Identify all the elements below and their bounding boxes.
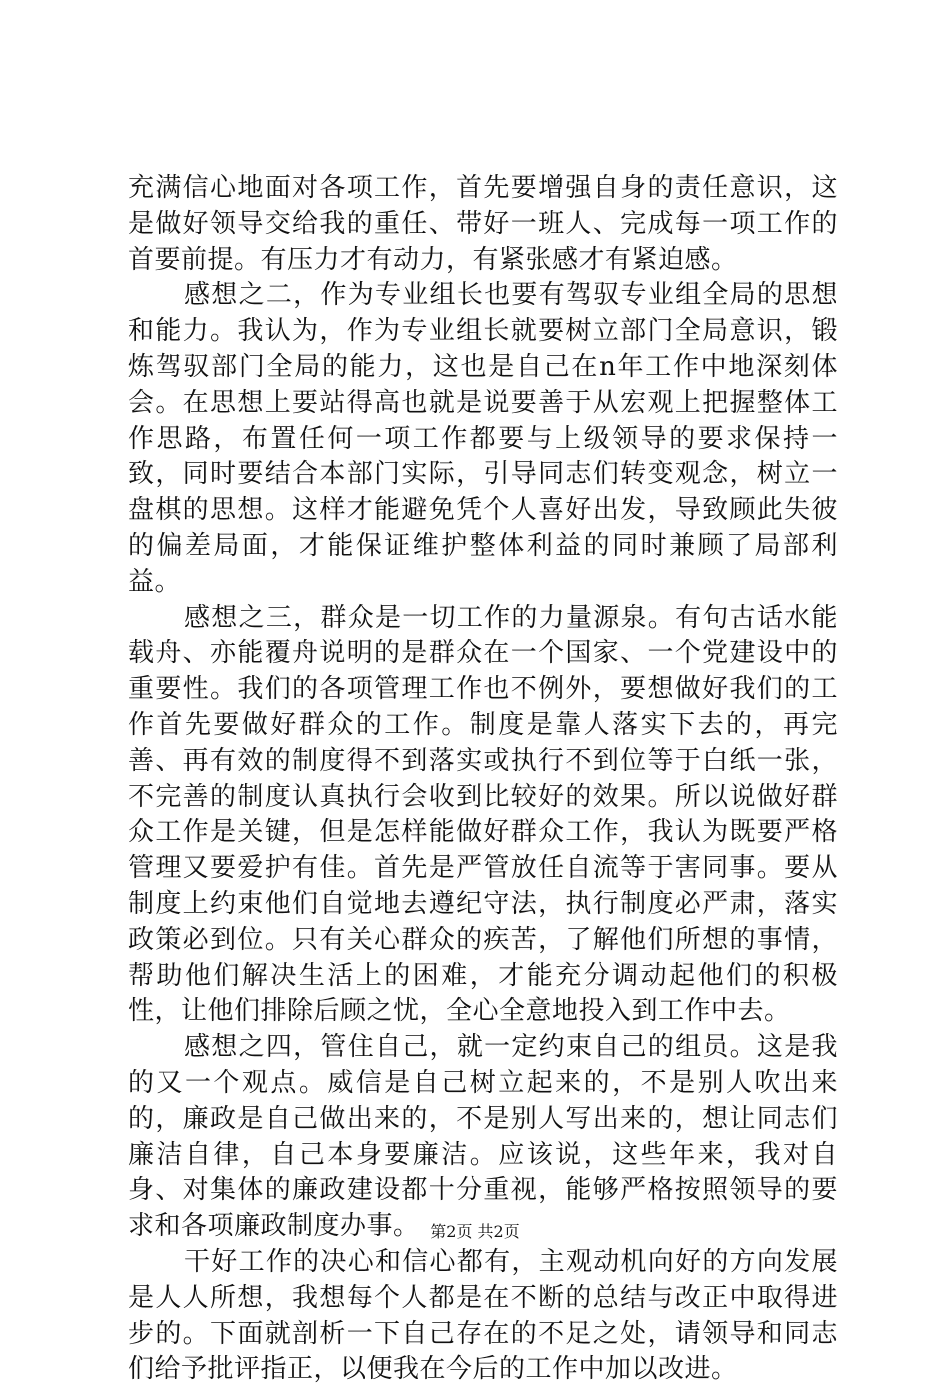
paragraph-continuation: 充满信心地面对各项工作，首先要增强自身的责任意识，这是做好领导交给我的重任、带好一班人、完成每一项工作的首要前提。有压力才有动力，有紧张感才有紧迫感。 [128, 173, 838, 275]
document-body [128, 171, 838, 1388]
paragraph-reflection-three: 感想之三，群众是一切工作的力量源泉。有句古话水能载舟、亦能覆舟说明的是群众在一个国家、一个党建设中的重要性。我们的各项管理工作也不例外，要想做好我们的工作首先要做好群众的工作。制度是靠人落实下去的，再完善、再有效的制度得不到落实或执行不到位等于白纸一张，不完善的制度认真执行会收到比较好的效果。所以说做好群众工作是关键，但是怎样能做好群众工作，我认为既要严格管理又要爱护有佳。首先是严管放任自流等于害同事。要从制度上约束他们自觉地去遵纪守法，执行制度必严肃，落实政策必到位。只有关心群众的疾苦，了解他们所想的事情，帮助他们解决生活上的困难，才能充分调动起他们的积极性，让他们排除后顾之忧，全心全意地投入到工作中去。 [128, 602, 838, 1027]
paragraph-reflection-four: 感想之四，管住自己，就一定约束自己的组员。这是我的又一个观点。威信是自己树立起来的，不是别人吹出来的，廉政是自己做出来的，不是别人写出来的，想让同志们廉洁自律，自己本身要廉洁。应该说，这些年来，我对自身、对集体的廉政建设都十分重视，能够严格按照领导的要求和各项廉政制度办事。 [128, 1032, 838, 1242]
paragraph-reflection-two: 感想之二，作为专业组长也要有驾驭专业组全局的思想和能力。我认为，作为专业组长就要树立部门全局意识，锻炼驾驭部门全局的能力，这也是自己在n年工作中地深刻体会。在思想上要站得高也就是说要善于从宏观上把握整体工作思路，布置任何一项工作都要与上级领导的要求保持一致，同时要结合本部门实际，引导同志们转变观念，树立一盘棋的思想。这样才能避免凭个人喜好出发，导致顾此失彼的偏差局面，才能保证维护整体利益的同时兼顾了局部利益。 [128, 280, 838, 597]
page-number-footer: 第2页 共2页 [430, 1222, 520, 1241]
paragraph-closing: 干好工作的决心和信心都有，主观动机向好的方向发展是人人所想，我想每个人都是在不断的总结与改正中取得进步的。下面就剖析一下自己存在的不足之处，请领导和同志们给予批评指正，以便我在今后的工作中加以改进。 [128, 1246, 838, 1385]
